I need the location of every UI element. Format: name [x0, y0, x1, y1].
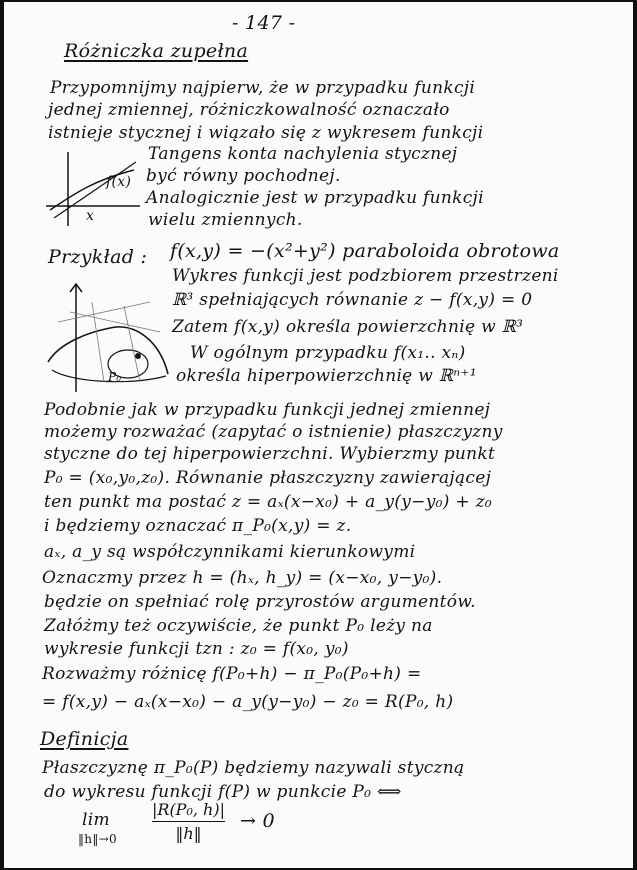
text-line: styczne do tej hiperpowierzchni. Wybierzmy punkt	[44, 444, 496, 464]
example-label: Przykład :	[48, 246, 148, 268]
sketch-label-x: x	[86, 208, 95, 224]
limit-fraction	[152, 800, 225, 843]
text-line: Analogicznie jest w przypadku funkcji	[146, 188, 484, 208]
text-line: P₀ = (x₀,y₀,z₀). Równanie płaszczyzny zawierającej	[44, 468, 492, 488]
text-line: Oznaczmy przez h = (hₓ, h_y) = (x−x₀, y−y₀).	[42, 568, 443, 588]
text-line: Płaszczyznę π_P₀(P) będziemy nazywali styczną	[42, 758, 465, 778]
text-line: być równy pochodnej.	[146, 166, 341, 186]
text-line: Podobnie jak w przypadku funkcji jednej zmiennej	[44, 400, 491, 420]
text-line: wykresie funkcji tzn : z₀ = f(x₀, y₀)	[44, 639, 349, 659]
text-line: określa hiperpowierzchnię w ℝⁿ⁺¹	[176, 366, 477, 386]
limit-subscript: ‖h‖→0	[78, 832, 117, 846]
notebook-page	[4, 2, 633, 868]
text-line: aₓ, a_y są współczynnikami kierunkowymi	[44, 542, 416, 562]
text-line: i będziemy oznaczać π_P₀(x,y) = z.	[44, 516, 352, 536]
text-line: = f(x,y) − aₓ(x−x₀) − a_y(y−y₀) − z₀ = R(P₀, h)	[42, 692, 454, 712]
text-line: Załóżmy też oczywiście, że punkt P₀ leży na	[44, 616, 433, 636]
limit-result: → 0	[240, 810, 275, 832]
text-line: W ogólnym przypadku f(x₁.. xₙ)	[190, 343, 466, 363]
text-line: do wykresu funkcji f(P) w punkcie P₀ ⟺	[44, 782, 402, 802]
text-line: f(x,y) = −(x²+y²) paraboloida obrotowa	[170, 240, 560, 262]
text-line: istnieje stycznej i wiązało się z wykresem funkcji	[48, 123, 484, 143]
limit-lim: lim	[82, 810, 110, 830]
sketch-label-fx: f(x)	[106, 174, 132, 190]
text-line: wielu zmiennych.	[148, 210, 303, 230]
paraboloid-sketch	[40, 282, 174, 394]
text-line: Rozważmy różnicę f(P₀+h) − π_P₀(P₀+h) =	[42, 664, 422, 684]
text-line: możemy rozważać (zapytać o istnienie) płaszczyzny	[44, 422, 503, 442]
limit-numerator: |R(P₀, h)|	[152, 800, 225, 819]
text-line: jednej zmiennej, różniczkowalność oznaczało	[48, 100, 450, 120]
sketch-label-p0: P₀	[108, 370, 122, 384]
text-line: będzie on spełniać rolę przyrostów argumentów.	[44, 592, 476, 612]
page-title: Różniczka zupełna	[64, 40, 249, 62]
text-line: Przypomnijmy najpierw, że w przypadku funkcji	[50, 78, 476, 98]
definition-heading: Definicja	[40, 728, 129, 750]
text-line: Tangens konta nachylenia stycznej	[148, 144, 458, 164]
fraction-bar	[152, 821, 225, 822]
text-line: ℝ³ spełniających równanie z − f(x,y) = 0	[172, 290, 533, 310]
limit-denominator: ‖h‖	[175, 824, 202, 843]
text-line: Wykres funkcji jest podzbiorem przestrzeni	[172, 266, 559, 286]
text-line: Zatem f(x,y) określa powierzchnię w ℝ³	[172, 317, 524, 337]
page-number: - 147 -	[232, 12, 296, 34]
text-line: ten punkt ma postać z = aₓ(x−x₀) + a_y(y−y₀) + z₀	[44, 492, 492, 512]
